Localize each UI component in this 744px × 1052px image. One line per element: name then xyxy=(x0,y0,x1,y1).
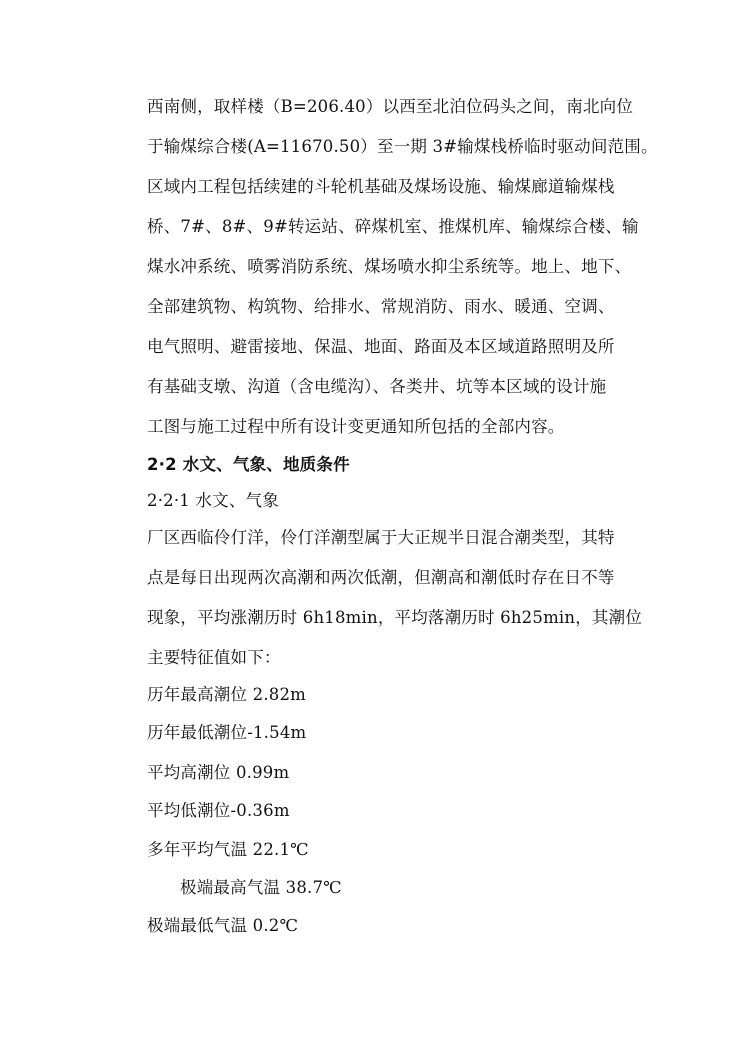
tide-paragraph-line: 现象，平均涨潮历时 6h18min，平均落潮历时 6h25min，其潮位 xyxy=(147,608,643,627)
value-line: 历年最低潮位-1.54m xyxy=(147,723,307,742)
tide-paragraph-line: 点是每日出现两次高潮和两次低潮，但潮高和潮低时存在日不等 xyxy=(147,568,615,587)
value-line: 极端最高气温 38.7℃ xyxy=(180,878,342,897)
tide-paragraph-line: 主要特征值如下： xyxy=(147,648,281,667)
tide-paragraph-line: 厂区西临伶仃洋，伶仃洋潮型属于大正规半日混合潮类型，其特 xyxy=(147,528,615,547)
value-line: 平均高潮位 0.99m xyxy=(147,763,290,782)
body-text-line: 桥、7#、8#、9#转运站、碎煤机室、推煤机库、输煤综合楼、输 xyxy=(147,217,639,236)
body-text-line: 工图与施工过程中所有设计变更通知所包括的全部内容。 xyxy=(147,417,565,436)
body-text-line: 煤水冲系统、喷雾消防系统、煤场喷水抑尘系统等。地上、地下、 xyxy=(147,257,632,276)
body-text-line: 电气照明、避雷接地、保温、地面、路面及本区域道路照明及所 xyxy=(147,337,615,356)
value-line: 极端最低气温 0.2℃ xyxy=(147,916,299,935)
section-heading: 2·2 水文、气象、地质条件 xyxy=(147,455,350,474)
body-text-line: 区域内工程包括续建的斗轮机基础及煤场设施、输煤廊道输煤栈 xyxy=(147,177,615,196)
body-text-line: 有基础支墩、沟道（含电缆沟）、各类井、坑等本区域的设计施 xyxy=(147,377,607,396)
body-text-line: 西南侧，取样楼（B=206.40）以西至北泊位码头之间，南北向位 xyxy=(147,97,634,116)
value-line: 历年最高潮位 2.82m xyxy=(147,685,307,704)
body-text-line: 全部建筑物、构筑物、给排水、常规消防、雨水、暖通、空调、 xyxy=(147,297,615,316)
value-line: 平均低潮位-0.36m xyxy=(147,801,290,820)
subsection-heading: 2·2·1 水文、气象 xyxy=(147,491,279,510)
body-text-line: 于输煤综合楼(A=11670.50）至一期 3#输煤栈桥临时驱动间范围。 xyxy=(147,137,658,156)
value-line: 多年平均气温 22.1℃ xyxy=(147,840,309,859)
